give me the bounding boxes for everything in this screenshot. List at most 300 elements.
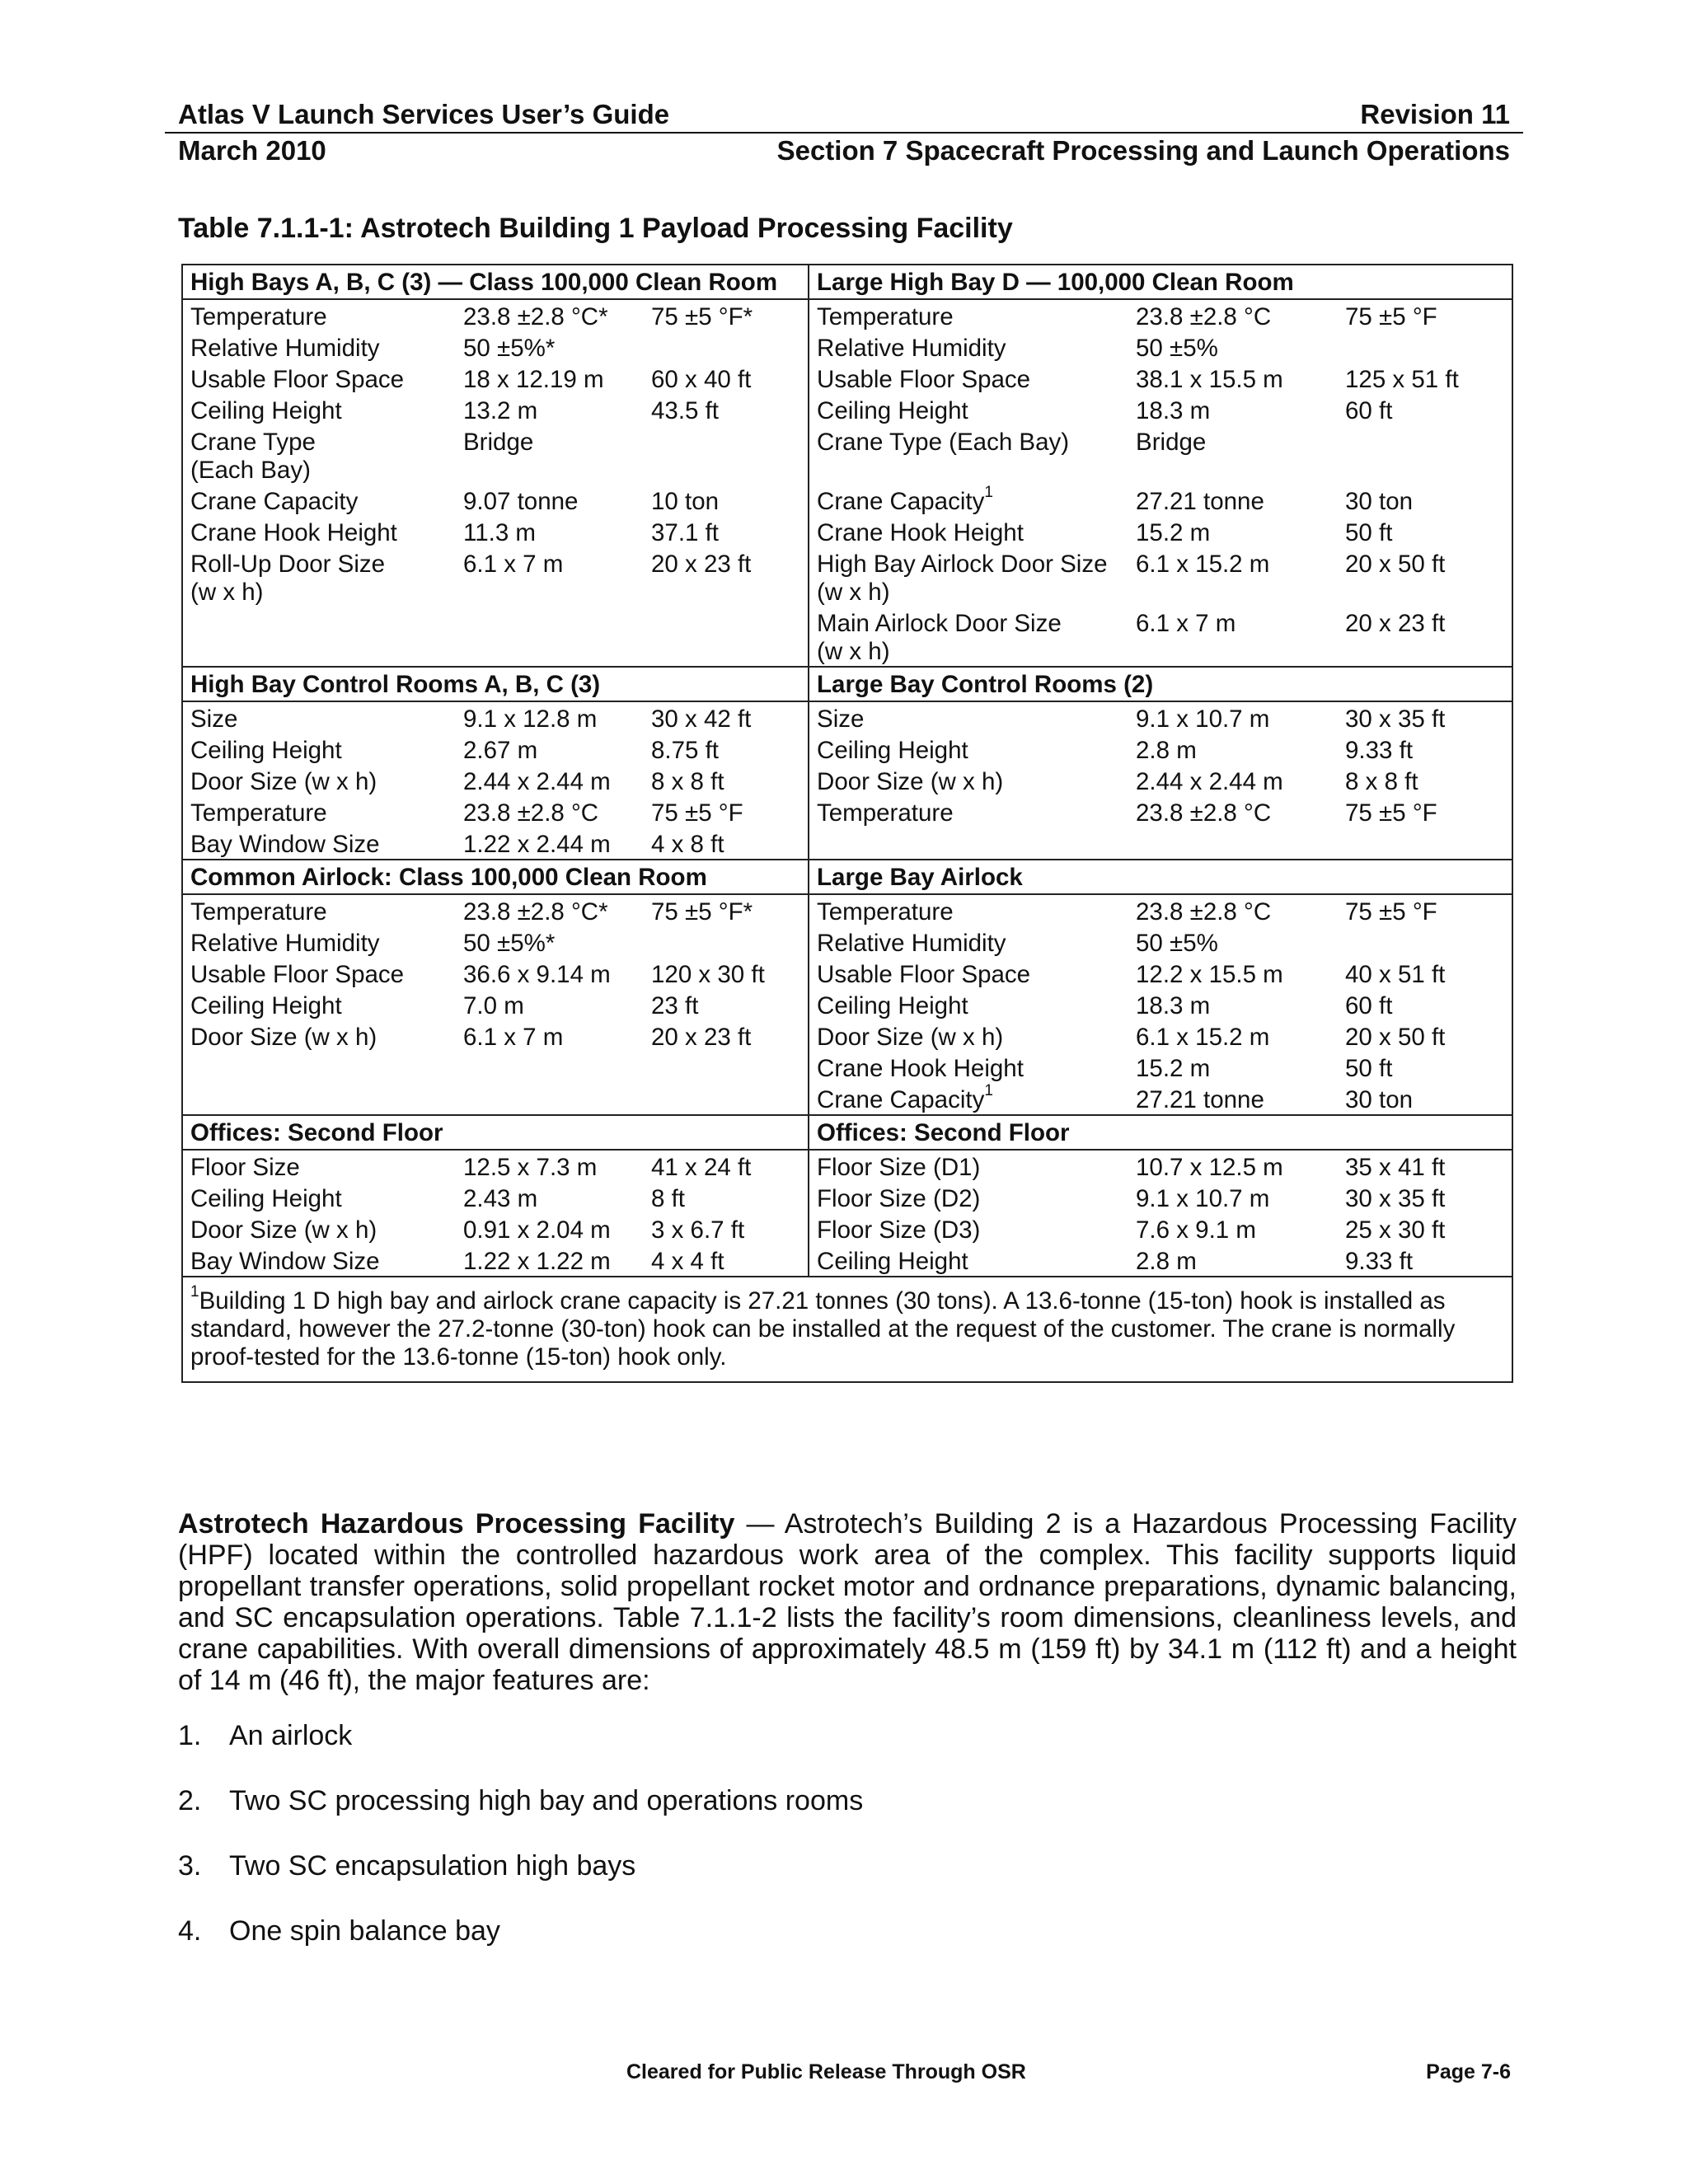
- cell-text: Ceiling Height: [817, 992, 968, 1019]
- facility-table: [181, 264, 1513, 1383]
- property-label: [809, 1213, 1128, 1244]
- cell-text: Size: [190, 705, 238, 733]
- cell-text: Ceiling Height: [817, 1248, 968, 1275]
- imperial-value: [1338, 607, 1512, 667]
- table-row: [182, 989, 1512, 1020]
- section-title: Section 7 Spacecraft Processing and Launch Operations: [776, 135, 1510, 166]
- metric-value: [1128, 299, 1338, 331]
- table-caption: Table 7.1.1-1: Astrotech Building 1 Payload Processing Facility: [178, 213, 1013, 244]
- imperial-value: [644, 394, 809, 425]
- cell-text: 6.1 x 15.2 m: [1136, 1024, 1270, 1051]
- metric-value: [1128, 958, 1338, 989]
- cell-text: 6.1 x 7 m: [463, 1024, 564, 1051]
- page-header: [165, 97, 1523, 168]
- cell-text: 75 ±5 °F: [1345, 898, 1437, 926]
- table-row: [182, 1150, 1512, 1182]
- table-row: [182, 547, 1512, 607]
- section-header-row: [182, 667, 1512, 701]
- cell-text: 2.44 x 2.44 m: [1136, 768, 1283, 795]
- cell-text: Bridge: [463, 429, 534, 456]
- cell-text: Crane Type (Each Bay): [817, 429, 1070, 456]
- property-label: [182, 1150, 456, 1182]
- imperial-value: [1338, 1020, 1512, 1052]
- metric-value: [1128, 1213, 1338, 1244]
- table-footnote: [182, 1277, 1512, 1382]
- footnote-marker: 1: [190, 1283, 199, 1301]
- property-label: [182, 607, 456, 667]
- metric-value: [456, 516, 644, 547]
- list-text: Two SC encapsulation high bays: [229, 1850, 636, 1882]
- section-header-row: [182, 1115, 1512, 1150]
- metric-value: [1128, 894, 1338, 926]
- document-date: March 2010: [178, 135, 326, 166]
- imperial-value: [1338, 363, 1512, 394]
- imperial-value: [1338, 1213, 1512, 1244]
- imperial-value: [1338, 516, 1512, 547]
- cell-text: 30 ton: [1345, 1086, 1414, 1113]
- imperial-value: [1338, 958, 1512, 989]
- metric-value: [456, 485, 644, 516]
- footnote-row: [182, 1277, 1512, 1382]
- cell-text: 75 ±5 °F: [1345, 799, 1437, 827]
- cell-text: 8 x 8 ft: [651, 768, 724, 795]
- cell-text: 10 ton: [651, 488, 720, 515]
- cell-text: 35 x 41 ft: [1345, 1154, 1446, 1181]
- property-label: [182, 989, 456, 1020]
- cell-text: Usable Floor Space: [817, 961, 1031, 988]
- cell-text: 9.1 x 12.8 m: [463, 705, 598, 733]
- cell-text: 8 ft: [651, 1185, 685, 1212]
- metric-value: [1128, 516, 1338, 547]
- property-label: [182, 547, 456, 607]
- cell-text: Crane Capacity: [817, 488, 985, 515]
- cell-text: Door Size (w x h): [190, 1216, 377, 1244]
- imperial-value: [644, 926, 809, 958]
- imperial-value: [644, 1244, 809, 1277]
- imperial-value: [1338, 701, 1512, 733]
- cell-text: 50 ±5%*: [463, 335, 556, 362]
- cell-text: Usable Floor Space: [190, 366, 405, 393]
- property-label: [809, 607, 1128, 667]
- cell-text: 43.5 ft: [651, 397, 720, 424]
- section-title-left: High Bays A, B, C (3) — Class 100,000 Clean Room: [182, 265, 809, 299]
- metric-value: [456, 958, 644, 989]
- section-header-row: [182, 860, 1512, 894]
- property-label: [809, 827, 1128, 860]
- section-header-row: [182, 265, 1512, 299]
- cell-text: Crane Capacity: [817, 1086, 985, 1113]
- release-notice: Cleared for Public Release Through OSR: [626, 2060, 1026, 2083]
- cell-text: 25 x 30 ft: [1345, 1216, 1446, 1244]
- cell-text: 20 x 23 ft: [1345, 610, 1446, 637]
- cell-text: 4 x 8 ft: [651, 831, 724, 858]
- cell-text: 6.1 x 15.2 m: [1136, 551, 1270, 578]
- table-row: [182, 331, 1512, 363]
- imperial-value: [644, 1150, 809, 1182]
- property-label: [809, 1150, 1128, 1182]
- cell-text: 20 x 50 ft: [1345, 1024, 1446, 1051]
- imperial-value: [1338, 425, 1512, 485]
- table-row: [182, 1052, 1512, 1083]
- imperial-value: [644, 1020, 809, 1052]
- cell-text: Usable Floor Space: [190, 961, 405, 988]
- property-label: [809, 1020, 1128, 1052]
- table-row: [182, 1182, 1512, 1213]
- imperial-value: [644, 363, 809, 394]
- property-label: [809, 363, 1128, 394]
- property-label: [182, 363, 456, 394]
- cell-text: Temperature: [817, 799, 954, 827]
- metric-value: [456, 331, 644, 363]
- table-row: [182, 733, 1512, 765]
- imperial-value: [1338, 733, 1512, 765]
- cell-text: 23.8 ±2.8 °C: [463, 799, 599, 827]
- property-label: [182, 827, 456, 860]
- property-label: [809, 926, 1128, 958]
- property-label: [809, 547, 1128, 607]
- table-row: [182, 894, 1512, 926]
- table-row: [182, 701, 1512, 733]
- imperial-value: [644, 701, 809, 733]
- metric-value: [456, 926, 644, 958]
- imperial-value: [644, 958, 809, 989]
- imperial-value: [1338, 1083, 1512, 1115]
- cell-text: 50 ±5%: [1136, 335, 1218, 362]
- cell-text: 20 x 23 ft: [651, 551, 752, 578]
- property-label: [809, 485, 1128, 516]
- property-label: [182, 516, 456, 547]
- cell-text: Temperature: [817, 898, 954, 926]
- imperial-value: [1338, 1052, 1512, 1083]
- paragraph-lead: Astrotech Hazardous Processing Facility: [178, 1508, 735, 1540]
- imperial-value: [644, 607, 809, 667]
- cell-text: 75 ±5 °F: [1345, 303, 1437, 330]
- table-row: [182, 1020, 1512, 1052]
- table-row: [182, 1213, 1512, 1244]
- property-label: [182, 1083, 456, 1115]
- cell-text: 60 x 40 ft: [651, 366, 752, 393]
- cell-text: 18 x 12.19 m: [463, 366, 604, 393]
- imperial-value: [1338, 331, 1512, 363]
- revision-label: Revision 11: [1360, 99, 1510, 129]
- imperial-value: [644, 827, 809, 860]
- imperial-value: [1338, 796, 1512, 827]
- cell-text: 10.7 x 12.5 m: [1136, 1154, 1283, 1181]
- cell-text: 12.5 x 7.3 m: [463, 1154, 598, 1181]
- cell-text: Bay Window Size: [190, 1248, 380, 1275]
- cell-text: 3 x 6.7 ft: [651, 1216, 745, 1244]
- list-text: Two SC processing high bay and operations rooms: [229, 1785, 864, 1816]
- cell-text: 2.8 m: [1136, 1248, 1197, 1275]
- cell-text: High Bay Airlock Door Size (w x h): [817, 551, 1108, 606]
- cell-text: 23.8 ±2.8 °C: [1136, 898, 1272, 926]
- metric-value: [1128, 547, 1338, 607]
- list-number: 2.: [178, 1785, 202, 1816]
- section-title-right: Large High Bay D — 100,000 Clean Room: [809, 265, 1512, 299]
- cell-text: Door Size (w x h): [190, 768, 377, 795]
- table-row: [182, 299, 1512, 331]
- cell-text: Floor Size (D2): [817, 1185, 981, 1212]
- property-label: [182, 425, 456, 485]
- property-label: [182, 485, 456, 516]
- property-label: [182, 1052, 456, 1083]
- property-label: [809, 1052, 1128, 1083]
- cell-text: 23.8 ±2.8 °C*: [463, 303, 608, 330]
- cell-text: Bay Window Size: [190, 831, 380, 858]
- cell-text: Door Size (w x h): [817, 768, 1004, 795]
- cell-text: 13.2 m: [463, 397, 538, 424]
- cell-text: 30 x 42 ft: [651, 705, 752, 733]
- header-row-top: [165, 97, 1523, 132]
- cell-text: 27.21 tonne: [1136, 1086, 1264, 1113]
- metric-value: [1128, 926, 1338, 958]
- imperial-value: [644, 796, 809, 827]
- imperial-value: [1338, 926, 1512, 958]
- metric-value: [456, 607, 644, 667]
- cell-text: 9.33 ft: [1345, 1248, 1414, 1275]
- footnote-marker: 1: [984, 1082, 993, 1100]
- cell-text: 1.22 x 1.22 m: [463, 1248, 611, 1275]
- cell-text: 8 x 8 ft: [1345, 768, 1418, 795]
- metric-value: [1128, 796, 1338, 827]
- metric-value: [456, 394, 644, 425]
- cell-text: 36.6 x 9.14 m: [463, 961, 611, 988]
- cell-text: Crane Hook Height: [190, 519, 397, 546]
- metric-value: [1128, 1150, 1338, 1182]
- imperial-value: [1338, 989, 1512, 1020]
- cell-text: 15.2 m: [1136, 519, 1211, 546]
- metric-value: [456, 989, 644, 1020]
- metric-value: [456, 701, 644, 733]
- metric-value: [456, 894, 644, 926]
- property-label: [809, 796, 1128, 827]
- imperial-value: [644, 485, 809, 516]
- imperial-value: [1338, 1244, 1512, 1277]
- property-label: [182, 1213, 456, 1244]
- imperial-value: [644, 1213, 809, 1244]
- imperial-value: [644, 547, 809, 607]
- imperial-value: [1338, 485, 1512, 516]
- cell-text: 120 x 30 ft: [651, 961, 765, 988]
- property-label: [809, 425, 1128, 485]
- metric-value: [1128, 485, 1338, 516]
- property-label: [182, 765, 456, 796]
- cell-text: 18.3 m: [1136, 992, 1211, 1019]
- cell-text: 6.1 x 7 m: [463, 551, 564, 578]
- cell-text: 60 ft: [1345, 992, 1393, 1019]
- metric-value: [1128, 363, 1338, 394]
- cell-text: 1.22 x 2.44 m: [463, 831, 611, 858]
- imperial-value: [644, 331, 809, 363]
- document-title: Atlas V Launch Services User’s Guide: [178, 99, 670, 129]
- property-label: [809, 958, 1128, 989]
- metric-value: [1128, 1052, 1338, 1083]
- imperial-value: [644, 733, 809, 765]
- cell-text: Relative Humidity: [190, 930, 380, 957]
- section-title-left: Offices: Second Floor: [182, 1115, 809, 1150]
- cell-text: 6.1 x 7 m: [1136, 610, 1236, 637]
- cell-text: Ceiling Height: [817, 737, 968, 764]
- property-label: [182, 926, 456, 958]
- paragraph-text: — Astrotech’s Building 2 is a Hazardous Processing Facility (HPF) located within the controlled hazardous work area of the complex. This facility supports liquid propellant transfer operations, solid propellant rocket motor and ordnance preparations, dynamic balancing, and SC encapsulation operations. Table 7.1.1-2 lists the facility’s room dimensions, cleanliness levels, and crane capabilities. With overall dimensions of approximately 48.5 m (159 ft) by 34.1 m (112 ft) and a height of 14 m (46 ft), the major features are:: [178, 1508, 1517, 1696]
- property-label: [809, 331, 1128, 363]
- cell-text: Crane Hook Height: [817, 1055, 1024, 1082]
- imperial-value: [644, 989, 809, 1020]
- table-row: [182, 958, 1512, 989]
- cell-text: 2.8 m: [1136, 737, 1197, 764]
- cell-text: Floor Size (D3): [817, 1216, 981, 1244]
- cell-text: Floor Size (D1): [817, 1154, 981, 1181]
- cell-text: 9.1 x 10.7 m: [1136, 1185, 1270, 1212]
- cell-text: Ceiling Height: [190, 737, 342, 764]
- cell-text: 75 ±5 °F*: [651, 898, 753, 926]
- page-number: Page 7-6: [1426, 2060, 1511, 2083]
- cell-text: 50 ±5%: [1136, 930, 1218, 957]
- property-label: [809, 1083, 1128, 1115]
- property-label: [809, 516, 1128, 547]
- cell-text: 12.2 x 15.5 m: [1136, 961, 1283, 988]
- table-row: [182, 607, 1512, 667]
- cell-text: 4 x 4 ft: [651, 1248, 724, 1275]
- table-row: [182, 765, 1512, 796]
- metric-value: [456, 733, 644, 765]
- cell-text: 9.33 ft: [1345, 737, 1414, 764]
- cell-text: 50 ±5%*: [463, 930, 556, 957]
- metric-value: [456, 1244, 644, 1277]
- property-label: [809, 1182, 1128, 1213]
- cell-text: Temperature: [190, 898, 327, 926]
- cell-text: 23.8 ±2.8 °C*: [463, 898, 608, 926]
- table-row: [182, 425, 1512, 485]
- section-title-right: Large Bay Airlock: [809, 860, 1512, 894]
- section-title-right: Offices: Second Floor: [809, 1115, 1512, 1150]
- cell-text: 125 x 51 ft: [1345, 366, 1459, 393]
- cell-text: 23 ft: [651, 992, 699, 1019]
- metric-value: [1128, 1020, 1338, 1052]
- cell-text: 2.67 m: [463, 737, 538, 764]
- imperial-value: [1338, 894, 1512, 926]
- property-label: [182, 796, 456, 827]
- property-label: [809, 765, 1128, 796]
- section-title-left: Common Airlock: Class 100,000 Clean Room: [182, 860, 809, 894]
- footnote-text: Building 1 D high bay and airlock crane capacity is 27.21 tonnes (30 tons). A 13.6-tonne (15-ton) hook is installed as standard, however the 27.2-tonne (30-ton) hook can be installed at the request of the customer. The crane is normally proof-tested for the 13.6-tonne (15-ton) hook only.: [190, 1287, 1456, 1371]
- cell-text: Ceiling Height: [190, 397, 342, 424]
- metric-value: [456, 1182, 644, 1213]
- section-title-right: Large Bay Control Rooms (2): [809, 667, 1512, 701]
- cell-text: Relative Humidity: [817, 335, 1006, 362]
- cell-text: 75 ±5 °F: [651, 799, 743, 827]
- property-label: [182, 1182, 456, 1213]
- imperial-value: [644, 425, 809, 485]
- cell-text: Door Size (w x h): [190, 1024, 377, 1051]
- property-label: [809, 989, 1128, 1020]
- metric-value: [1128, 701, 1338, 733]
- imperial-value: [1338, 547, 1512, 607]
- cell-text: 20 x 50 ft: [1345, 551, 1446, 578]
- metric-value: [456, 1213, 644, 1244]
- cell-text: 7.6 x 9.1 m: [1136, 1216, 1256, 1244]
- table-row: [182, 926, 1512, 958]
- cell-text: 75 ±5 °F*: [651, 303, 753, 330]
- metric-value: [1128, 1182, 1338, 1213]
- imperial-value: [1338, 299, 1512, 331]
- cell-text: Crane Hook Height: [817, 519, 1024, 546]
- metric-value: [456, 1083, 644, 1115]
- imperial-value: [1338, 1150, 1512, 1182]
- cell-text: Bridge: [1136, 429, 1207, 456]
- metric-value: [456, 299, 644, 331]
- body-paragraph: [178, 1508, 1517, 1696]
- imperial-value: [644, 1052, 809, 1083]
- property-label: [809, 894, 1128, 926]
- list-text: An airlock: [229, 1720, 353, 1751]
- footnote-marker: 1: [984, 484, 993, 502]
- imperial-value: [1338, 827, 1512, 860]
- metric-value: [456, 765, 644, 796]
- metric-value: [456, 796, 644, 827]
- imperial-value: [1338, 394, 1512, 425]
- property-label: [182, 299, 456, 331]
- list-number: 3.: [178, 1850, 202, 1882]
- cell-text: 41 x 24 ft: [651, 1154, 752, 1181]
- metric-value: [1128, 331, 1338, 363]
- cell-text: 30 x 35 ft: [1345, 1185, 1446, 1212]
- cell-text: 23.8 ±2.8 °C: [1136, 303, 1272, 330]
- table-row: [182, 1244, 1512, 1277]
- metric-value: [456, 547, 644, 607]
- metric-value: [456, 1052, 644, 1083]
- cell-text: Floor Size: [190, 1154, 300, 1181]
- table-row: [182, 516, 1512, 547]
- cell-text: Temperature: [190, 799, 327, 827]
- property-label: [182, 733, 456, 765]
- imperial-value: [644, 299, 809, 331]
- cell-text: 38.1 x 15.5 m: [1136, 366, 1283, 393]
- cell-text: 11.3 m: [463, 519, 536, 546]
- property-label: [182, 701, 456, 733]
- cell-text: 40 x 51 ft: [1345, 961, 1446, 988]
- metric-value: [1128, 989, 1338, 1020]
- property-label: [182, 394, 456, 425]
- cell-text: Relative Humidity: [190, 335, 380, 362]
- cell-text: Ceiling Height: [817, 397, 968, 424]
- cell-text: Door Size (w x h): [817, 1024, 1004, 1051]
- property-label: [809, 701, 1128, 733]
- metric-value: [456, 363, 644, 394]
- cell-text: 23.8 ±2.8 °C: [1136, 799, 1272, 827]
- cell-text: Relative Humidity: [817, 930, 1006, 957]
- cell-text: Crane Type (Each Bay): [190, 429, 316, 484]
- table-row: [182, 796, 1512, 827]
- table-row: [182, 1083, 1512, 1115]
- property-label: [809, 733, 1128, 765]
- list-text: One spin balance bay: [229, 1915, 500, 1947]
- imperial-value: [1338, 765, 1512, 796]
- cell-text: 50 ft: [1345, 519, 1393, 546]
- property-label: [809, 1244, 1128, 1277]
- cell-text: Usable Floor Space: [817, 366, 1031, 393]
- cell-text: 2.44 x 2.44 m: [463, 768, 611, 795]
- imperial-value: [644, 894, 809, 926]
- header-row-bottom: [165, 134, 1523, 168]
- cell-text: 15.2 m: [1136, 1055, 1211, 1082]
- cell-text: 20 x 23 ft: [651, 1024, 752, 1051]
- cell-text: 9.07 tonne: [463, 488, 579, 515]
- imperial-value: [644, 1182, 809, 1213]
- cell-text: Size: [817, 705, 865, 733]
- cell-text: 7.0 m: [463, 992, 524, 1019]
- imperial-value: [644, 516, 809, 547]
